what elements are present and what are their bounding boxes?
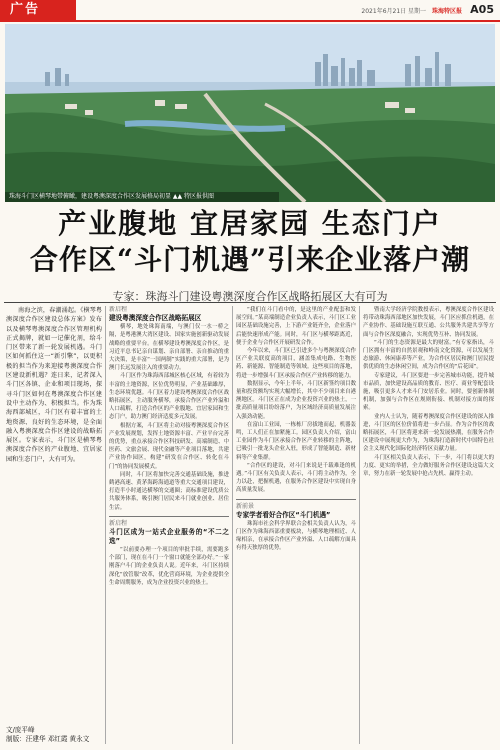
- issue-date: 2021年6月21日 星期一: [361, 8, 427, 15]
- section-kicker: 新启程: [109, 306, 128, 313]
- body-paragraph: 暨南大学经济学院教授表示，粤澳深度合作区建设将带动珠海西部地区加快发展，斗门区应抓住机遇，在产业协作、基础设施互联互通、公共服务共建共享等方面与合作区深度融合，实现优势互补、协同发展。: [363, 307, 494, 338]
- subsection: [236, 499, 356, 553]
- section-subhead: 建设粤澳深度合作区战略拓展区: [109, 314, 202, 323]
- article-column-2: [109, 306, 229, 744]
- body-paragraph: “以前要办理一个项目的审批手续，需要跑多个部门，现在在斗门一个窗口就能全部办好。”一家刚落户斗门的企业负责人说。近年来，斗门区持续深化“放管服”改革，优化营商环境，为企业提供全生命周期服务，成为企业投资兴业的热土。: [109, 547, 229, 586]
- body-paragraph: 专家建议，斗门区要进一步完善城市功能，提升城市品质，加快建设高品质的教育、医疗、商业等配套设施，吸引更多人才来斗门安居乐业。同时，要创新体制机制，加强与合作区在规则衔接、机制对接方面的探索。: [363, 372, 494, 412]
- header-rule: [0, 20, 500, 22]
- article-lead-column: [6, 306, 102, 744]
- subsection: [109, 516, 229, 587]
- column-divider: [359, 306, 360, 744]
- aerial-photo: [5, 24, 495, 202]
- column-divider: [105, 306, 106, 744]
- body-paragraph: 斗门区相关负责人表示，下一步，斗门将以更大的力度、更实的举措，全力做好服务合作区建设这篇大文章，努力在新一轮发展中抢占先机、赢得主动。: [363, 454, 494, 478]
- section-subhead: 专家学者看好合作区“斗门机遇”: [236, 510, 331, 519]
- body-paragraph: 在富山工业园，一栋栋厂房拔地而起，机器轰鸣，工人们正在加紧施工。园区负责人介绍，富山工业园作为斗门区承接合作区产业转移的主阵地，已吸引一批龙头企业入驻，形成了智能制造、新材料等产业集群。: [236, 421, 356, 461]
- headline: [0, 206, 500, 278]
- body-paragraph: 斗门区作为珠海西部城区核心区域，有着较为丰富的土地资源，区位优势明显，产业基础雄厚，生态环境优越。斗门区着力建设粤澳深度合作区战略拓展区，主动服务横琴，承接合作区产业外溢和人口疏解，打造合作区的产业腹地、宜居家园和生态门户，助力澳门经济适度多元发展。: [109, 373, 229, 421]
- article-column-3: [236, 306, 356, 744]
- credits: [6, 726, 102, 744]
- author-credit: 文/庞平峰: [6, 726, 35, 734]
- section-tag: 广告: [0, 0, 76, 20]
- headline-line-2: 合作区“斗门机遇”引来企业落户潮: [29, 243, 471, 276]
- body-paragraph: 今年以来，斗门区已引进多个与粤澳深度合作区产业关联度高的项目，涵盖集成电路、生物医药、新能源、智能制造等领域。这些项目的落地，将进一步增强斗门区承接合作区产业转移的能力。: [236, 348, 356, 379]
- headline-line-1: 产业腹地 宜居家园 生态门户: [58, 207, 442, 240]
- body-paragraph: 同时，斗门区将加快完善交通基础设施，推进鹤港高速、黄茅海跨海通道等重大交通项目建设，打造半小时通达横琴的交通圈；高标准建设优质公共服务体系，吸引澳门居民来斗门就业创业、居住生活。: [109, 471, 229, 511]
- aerial-photo-illustration: [5, 24, 495, 202]
- issue-info: [361, 6, 462, 15]
- body-paragraph: 珠海市社会科学界联合会相关负责人认为，斗门区作为珠海西部重要板块，与横琴地理相近、人缘相亲，在承接合作区产业外溢、人口疏解方面具有得天独厚的优势。: [236, 520, 356, 552]
- body-paragraph: 根据方案，斗门区将主动对接粤澳深度合作区产业发展规划，发挥土地资源丰富、产业平台完善的优势，重点承接合作区科技研发、高端制造、中医药、文旅会展、现代金融等产业项目落地，共建产业协作园区，构建“研发在合作区、转化在斗门”的协同发展模式。: [109, 422, 229, 470]
- body-paragraph: 业内人士认为，随着粤澳深度合作区建设的深入推进，斗门区的区位价值将进一步凸显。作为合作区的战略拓展区，斗门区将迎来新一轮发展热潮，在服务合作区建设中展现更大作为，为珠海打造新时代中国特色社会主义现代化国际化经济特区贡献力量。: [363, 413, 494, 453]
- page-header: [0, 0, 500, 20]
- sub-headline: 专家：珠海斗门建设粤澳深度合作区战略拓展区大有可为: [112, 290, 388, 303]
- page-number: A05: [470, 3, 494, 16]
- body-paragraph: “合作区的建设，对斗门来说是千载难逢的机遇。”斗门区有关负责人表示，斗门将主动作为，全力以赴，把握机遇，在服务合作区建设中实现自身高质量发展。: [236, 462, 356, 494]
- body-paragraph: 横琴，地处珠海南端，与澳门仅一水一桥之隔，是粤港澳大湾区建设、国家实施创新驱动发展战略的重要平台。在横琴建设粤澳深度合作区，是习近平总书记亲自谋划、亲自部署、亲自推动的重大决策，是丰富“一国两制”实践的重大部署，是为澳门长远发展注入的重要动力。: [109, 324, 229, 372]
- editor-credit: 制版：汪建华 邓红霞 黄永文: [6, 735, 90, 743]
- body-paragraph: “斗门的生态资源是最大的财富。”有专家指出，斗门区拥有丰富的自然景观和岭南文化资源，可以发展生态旅游、休闲康养等产业，为合作区居民和澳门居民提供优质的生态休闲空间，成为合作区的“后花园”。: [363, 339, 494, 371]
- photo-caption: 珠海斗门区横琴地带俯瞰，建设粤澳深度合作区发展格局初显 ▲▲ 特区报供图: [5, 192, 279, 202]
- section-subhead: 斗门区成为一站式企业服务的“不二之选”: [109, 528, 229, 546]
- article-column-4: [363, 306, 494, 744]
- section-kicker: 新前景: [236, 502, 255, 510]
- body-paragraph: 数据显示，今年上半年，斗门区新签约项目数量和投资额均实现大幅增长，其中不少项目来自港澳地区。斗门区正在成为企业投资兴业的热土，一批高质量项目纷纷落户，为区域经济高质量发展注入强劲动能。: [236, 380, 356, 420]
- column-divider: [232, 306, 233, 744]
- section-kicker: 新启程: [109, 519, 128, 527]
- lead-paragraph: 南海之滨，春潮涌起。《横琴粤澳深度合作区建设总体方案》发布以及横琴粤澳深度合作区管理机构正式揭牌，就如一记催化剂，给斗门区带来了新一轮发展机遇。斗门区如何抓住这一“新引擎”，以更积极的担当作为来迎接粤澳深度合作区建设新机遇？连日来，记者深入斗门区各镇、企业和项目现场，探寻斗门区如何在粤澳深度合作区建设中主动作为、积极担当。作为珠海西部城区，斗门区有着丰富的土地资源、良好的生态环境，是全面融入粤澳深度合作区建设的战略拓展区。专家表示，斗门区是横琴粤澳深度合作区的产业腹地、宜居家园和生态门户，大有可为。: [6, 307, 102, 463]
- body-paragraph: “我们在斗门看中的，是这里的产业配套和发展空间。”某高端制造企业负责人表示，斗门区工业园区基础设施完善，上下游产业链齐全，企业落户后能快速形成产能。同时，斗门区与横琴距离近，便于企业与合作区开展研发合作。: [236, 307, 356, 346]
- paper-name: 珠海特区报: [431, 8, 462, 15]
